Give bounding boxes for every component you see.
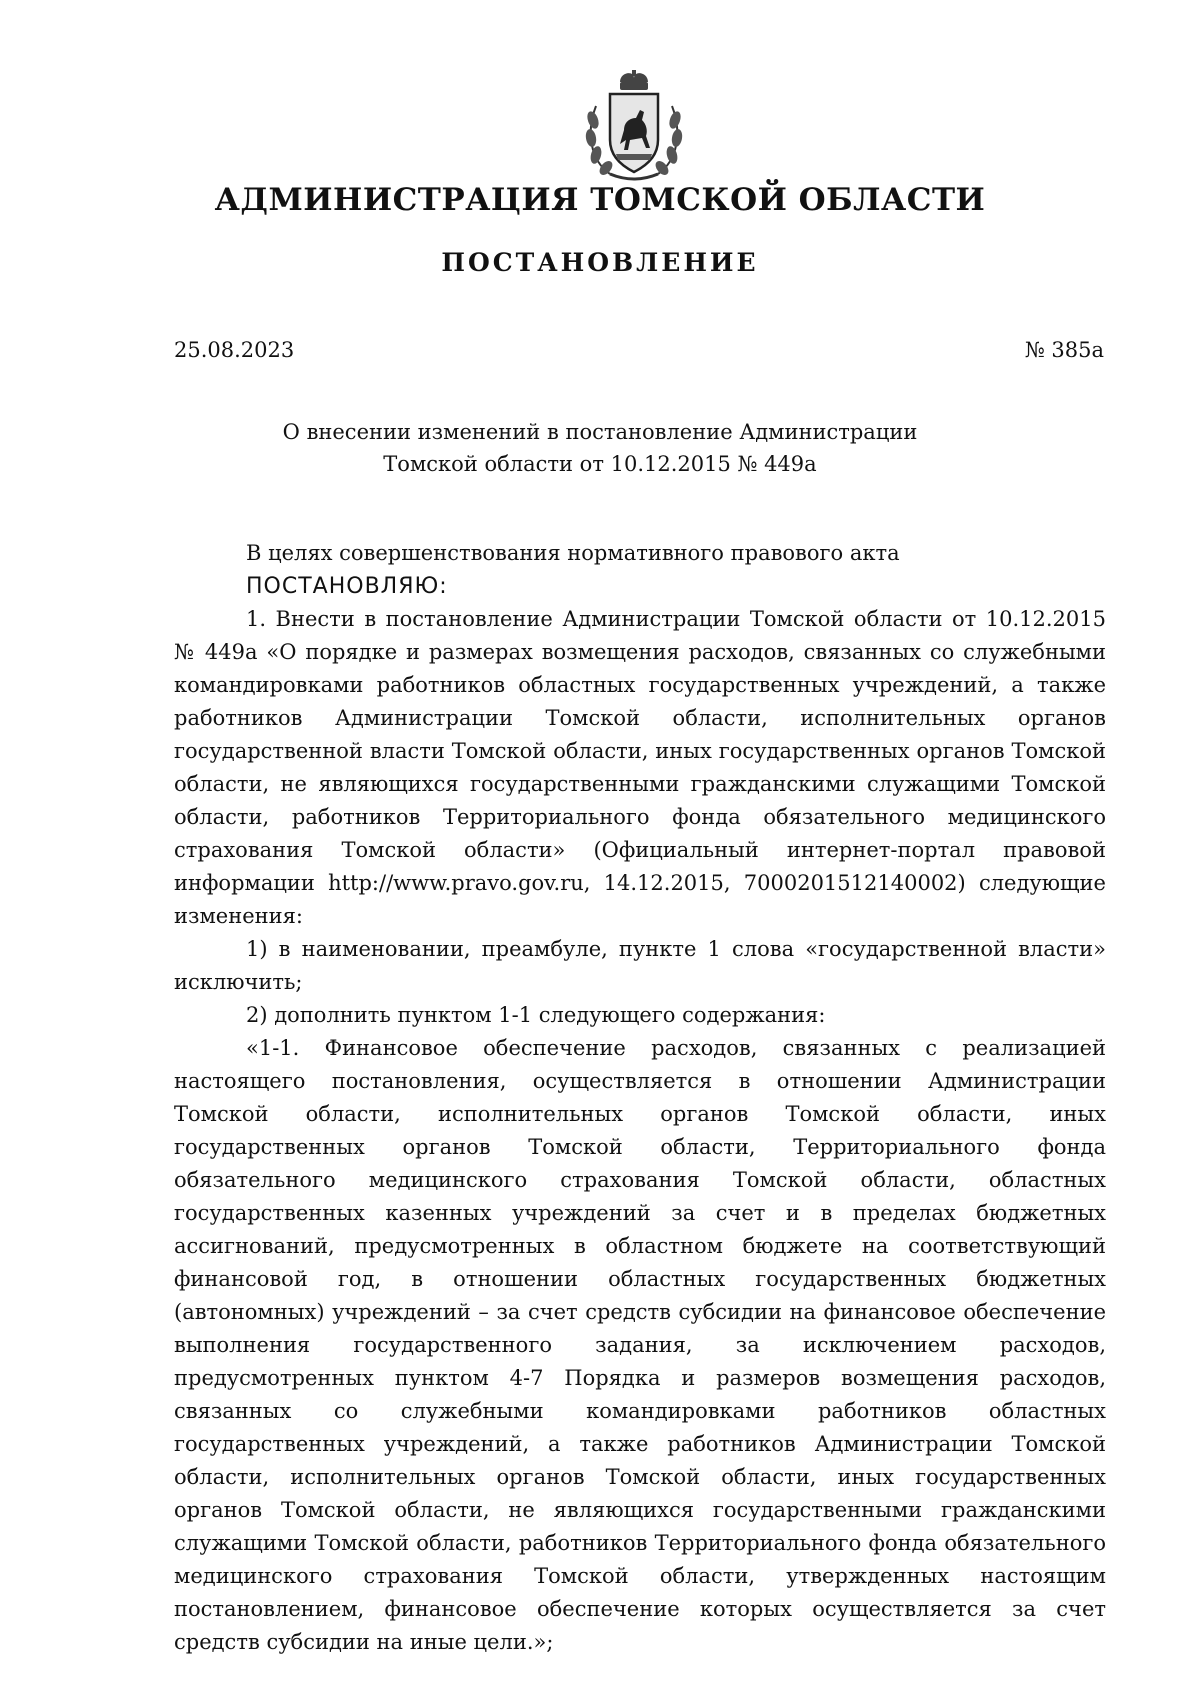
subject-line-2: Томской области от 10.12.2015 № 449а <box>383 452 817 476</box>
document-number: № 385а <box>1024 338 1104 362</box>
paragraph-1-1: 1) в наименовании, преамбуле, пункте 1 слова «государственной власти» исключить; <box>174 937 1106 994</box>
document-date: 25.08.2023 <box>174 338 295 362</box>
paragraph-1: 1. Внести в постановление Администрации Томской области от 10.12.2015 № 449а «О порядке и размерах возмещения расходов, связанных со служебными командировками работников областных государственных учреждений, а также работников Администрации Томской области, исполнительных органов государственной власти Томской области, иных государственных органов Томской области, не являющихся государственными гражданскими служащими Томской области, работников Территориального фонда обязательного медицинского страхования Томской области» (Официальный интернет-портал правовой информации http://www.pravo.gov.ru, 14.12.2015, 7000201512140002) следующие изменения: <box>174 607 1106 928</box>
paragraph-1-2-text: «1-1. Финансовое обеспечение расходов, связанных с реализацией настоящего постановления, осуществляется в отношении Администрации Томской области, исполнительных органов Томской области, иных государственных органов Томской области, Территориального фонда обязательного медицинского страхования Томской области, областных государственных казенных учреждений за счет и в пределах бюджетных ассигнований, предусмотренных в областном бюджете на соответствующий финансовой год, в отношении областных государственных бюджетных (автономных) учреждений – за счет средств субсидии на финансовое обеспечение выполнения государственного задания, за исключением расходов, предусмотренных пунктом 4-7 Порядка и размеров возмещения расходов, связанных со служебными командировками работников областных государственных учреждений, а также работников Администрации Томской области, исполнительных органов Томской области, иных государственных органов Томской области, не являющихся государственными гражданскими служащими Томской области, работников Территориального фонда обязательного медицинского страхования Томской области, утвержденных настоящим постановлением, финансовое обеспечение которых осуществляется за счет средств субсидии на иные цели.»; <box>174 1036 1106 1654</box>
paragraph-1-2: 2) дополнить пунктом 1-1 следующего содержания: <box>246 1003 826 1027</box>
preamble: В целях совершенствования нормативного правового акта <box>246 541 900 565</box>
subject-line-1: О внесении изменений в постановление Администрации <box>282 420 918 444</box>
decree-word: ПОСТАНОВЛЯЮ: <box>246 574 448 599</box>
document-type: ПОСТАНОВЛЕНИЕ <box>441 248 759 277</box>
coat-of-arms-icon <box>580 70 688 186</box>
organization-title: АДМИНИСТРАЦИЯ ТОМСКОЙ ОБЛАСТИ <box>214 182 986 218</box>
document-subject <box>0 416 1200 480</box>
document-body <box>174 537 1106 1659</box>
